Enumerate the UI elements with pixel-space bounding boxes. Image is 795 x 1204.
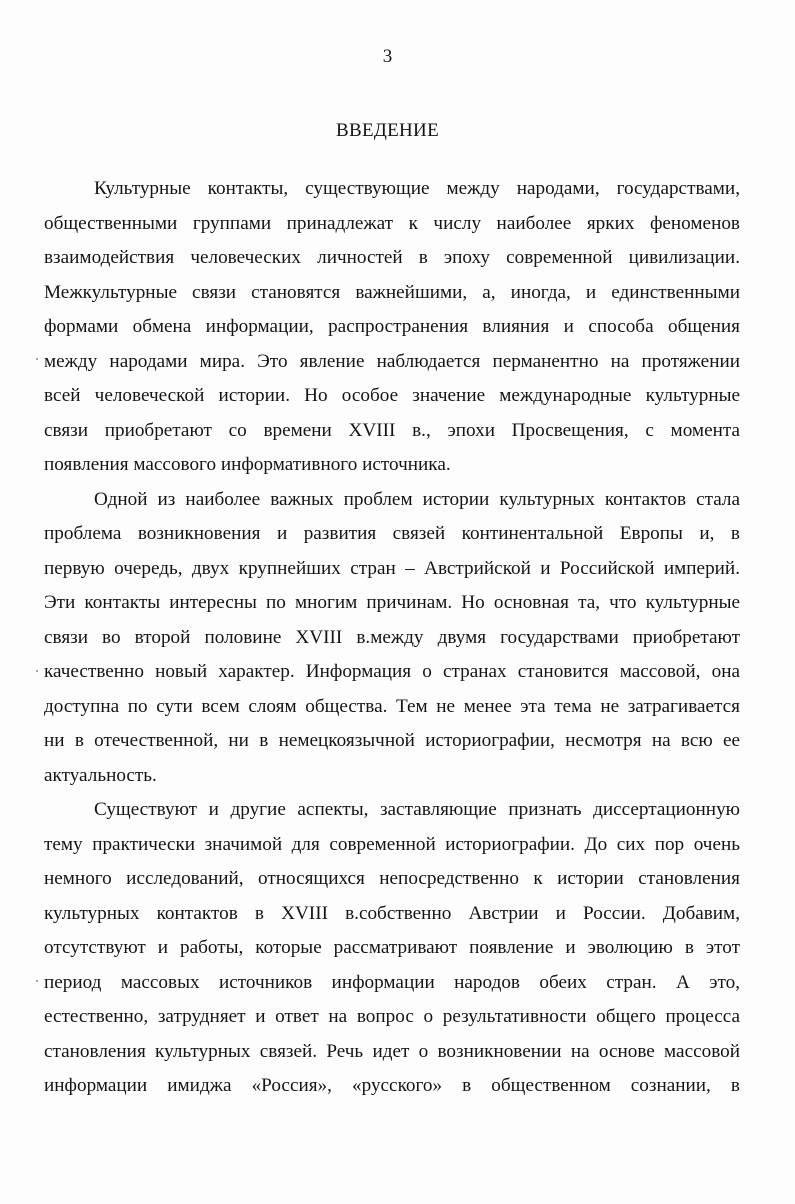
text-line: связи во второй половине XVIII в.между двумя государствами приобретают: [44, 626, 740, 648]
text-line: период массовых источников информации народов обеих стран. А это,: [44, 971, 740, 993]
body-text: [44, 172, 740, 1104]
text-line: связи приобретают со времени XVIII в., эпохи Просвещения, с момента: [44, 419, 740, 441]
text-line: доступна по сути всем слоям общества. Тем не менее эта тема не затрагивается: [44, 695, 740, 717]
page-number: 3: [382, 46, 393, 67]
scan-speck: [36, 358, 38, 360]
text-line: всей человеческой истории. Но особое значение международные культурные: [44, 385, 740, 406]
text-line: Одной из наиболее важных проблем истории культурных контактов стала: [94, 488, 740, 510]
text-line: проблема возникновения и развития связей континентальной Европы и, в: [44, 523, 740, 544]
text-line: Культурные контакты, существующие между народами, государствами,: [94, 178, 740, 199]
text-line: актуальность.: [44, 764, 157, 786]
text-line: между народами мира. Это явление наблюдается перманентно на протяжении: [44, 350, 740, 372]
text-line: культурных контактов в XVIII в.собственно Австрии и России. Добавим,: [44, 902, 740, 924]
section-heading: ВВЕДЕНИЕ: [336, 120, 439, 141]
text-line: формами обмена информации, распространения влияния и способа общения: [44, 316, 740, 337]
text-line: ни в отечественной, ни в немецкоязычной историографии, несмотря на всю ее: [44, 730, 740, 751]
text-line: общественными группами принадлежат к числу наиболее ярких феноменов: [44, 212, 740, 234]
paragraph-1: [44, 172, 740, 483]
paragraph-2: [44, 483, 740, 794]
text-line: первую очередь, двух крупнейших стран – Австрийской и Российской империй.: [44, 557, 740, 579]
text-line: информации имиджа «Россия», «русского» в общественном сознании, в: [44, 1075, 740, 1096]
text-line: качественно новый характер. Информация о странах становится массовой, она: [44, 661, 740, 682]
text-line: естественно, затрудняет и ответ на вопрос о результативности общего процесса: [44, 1006, 740, 1027]
scan-speck: [36, 670, 38, 672]
text-line: немного исследований, относящихся непосредственно к истории становления: [44, 868, 740, 889]
paragraph-3: [44, 793, 740, 1104]
text-line: взаимодействия человеческих личностей в эпоху современной цивилизации.: [44, 247, 740, 268]
text-line: становления культурных связей. Речь идет о возникновении на основе массовой: [44, 1040, 740, 1062]
text-line: появления массового информативного источника.: [44, 454, 451, 475]
scan-speck: [36, 980, 38, 982]
text-line: Межкультурные связи становятся важнейшими, а, иногда, и единственными: [44, 281, 740, 303]
text-line: Существуют и другие аспекты, заставляющие признать диссертационную: [94, 799, 740, 820]
text-line: отсутствуют и работы, которые рассматривают появление и эволюцию в этот: [44, 937, 740, 958]
text-line: Эти контакты интересны по многим причинам. Но основная та, что культурные: [44, 592, 740, 613]
text-line: тему практически значимой для современной историографии. До сих пор очень: [44, 833, 740, 855]
